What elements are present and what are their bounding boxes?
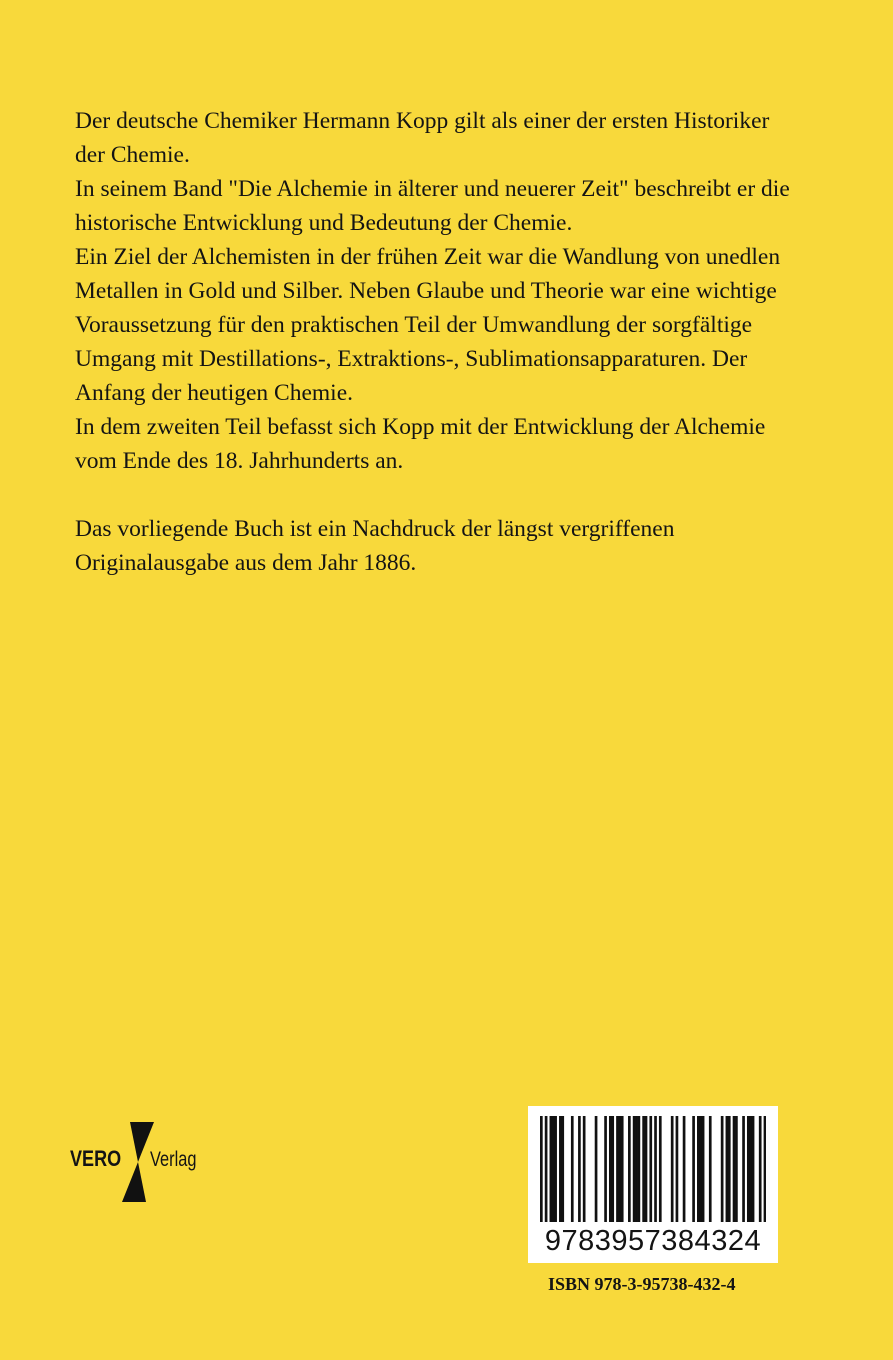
barcode-bar [726, 1116, 729, 1222]
barcode-bar [747, 1116, 750, 1222]
barcode-bar [619, 1116, 622, 1222]
barcode-bar [571, 1116, 574, 1222]
barcode-bar [697, 1116, 700, 1222]
barcode-bar [749, 1116, 752, 1222]
barcode-bar [604, 1116, 607, 1222]
barcode-bar [550, 1116, 553, 1222]
barcode-bar [683, 1116, 686, 1222]
barcode-bar [742, 1116, 745, 1222]
logo-text-vero: VERO [70, 1146, 122, 1171]
barcode-bar [552, 1116, 555, 1222]
barcode-bar [561, 1116, 564, 1222]
barcode-bar [733, 1116, 736, 1222]
barcode-bar [633, 1116, 636, 1222]
barcode-bar [654, 1116, 657, 1222]
barcode-bar [709, 1116, 712, 1222]
barcode-bar [616, 1116, 619, 1222]
barcode-bar [609, 1116, 612, 1222]
blurb-paragraph-4: In dem zweiten Teil befasst sich Kopp mit der Entwicklung der Alchemie vom Ende des 18. Jahrhunderts an. [75, 414, 766, 474]
barcode-bar [721, 1116, 724, 1222]
logo-text-verlag: Verlag [150, 1148, 197, 1171]
barcode-bar [676, 1116, 679, 1222]
barcode-bar [702, 1116, 705, 1222]
barcode-bar [659, 1116, 662, 1222]
barcode-bars [540, 1116, 766, 1226]
barcode-bar [545, 1116, 548, 1222]
barcode-bar [649, 1116, 652, 1222]
barcode-bar [645, 1116, 648, 1222]
barcode-bar [638, 1116, 641, 1222]
blurb-paragraph-3: Ein Ziel der Alchemisten in der frühen Zeit war die Wandlung von unedlen Metallen in Gold und Silber. Neben Glaube und Theorie war eine wichtige Voraussetzung für den praktischen Teil der Umwandlung der sorgfältige Umgang mit Destillations-, Extraktions-, Sublimationsapparaturen. Der Anfang der heutigen Chemie. [75, 244, 781, 406]
barcode-bar [759, 1116, 762, 1222]
barcode-bar [559, 1116, 562, 1222]
back-cover-blurb [75, 104, 804, 580]
barcode-bar [671, 1116, 674, 1222]
barcode-bar [635, 1116, 638, 1222]
barcode-bar [540, 1116, 543, 1222]
barcode-bar [728, 1116, 731, 1222]
barcode-bar [628, 1116, 631, 1222]
barcode-bar [621, 1116, 624, 1222]
barcode-bar [752, 1116, 755, 1222]
blurb-paragraph-5: Das vorliegende Buch ist ein Nachdruck der längst vergriffenen Originalausgabe aus dem Jahr 1886. [75, 516, 675, 576]
publisher-logo [70, 1122, 210, 1202]
paragraph-spacer [75, 478, 804, 512]
barcode-bar [578, 1116, 581, 1222]
isbn-label: ISBN 978-3-95738-432-4 [548, 1274, 736, 1294]
blurb-paragraph-2: In seinem Band "Die Alchemie in älterer und neuerer Zeit" beschreibt er die historische Entwicklung und Bedeutung der Chemie. [75, 176, 790, 236]
barcode-digits: 9783957384324 [544, 1225, 762, 1257]
barcode-bar [583, 1116, 586, 1222]
barcode [528, 1106, 778, 1263]
barcode-bar [595, 1116, 598, 1222]
barcode-bar [642, 1116, 645, 1222]
blurb-paragraph-1: Der deutsche Chemiker Hermann Kopp gilt als einer der ersten Historiker der Chemie. [75, 108, 770, 168]
barcode-bar [699, 1116, 702, 1222]
barcode-bar [554, 1116, 557, 1222]
barcode-bar [735, 1116, 738, 1222]
barcode-bar [764, 1116, 766, 1222]
barcode-bar [611, 1116, 614, 1222]
barcode-bar [692, 1116, 695, 1222]
